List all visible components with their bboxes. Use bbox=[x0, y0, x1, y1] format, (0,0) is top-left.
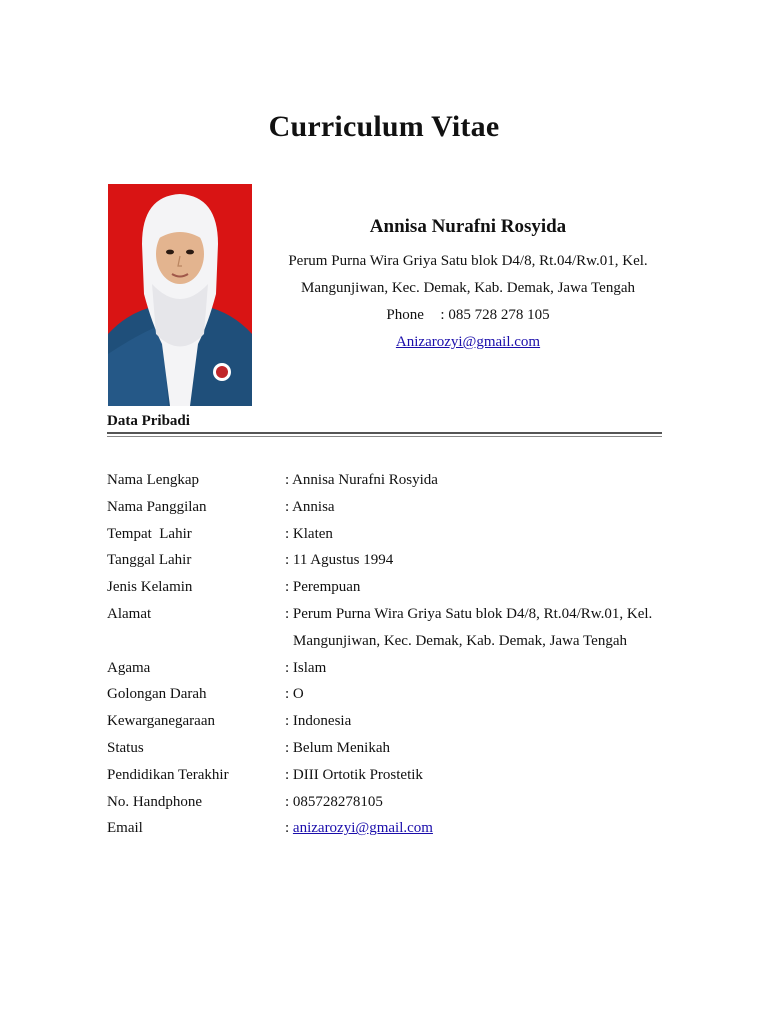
address-line-1: Perum Purna Wira Griya Satu blok D4/8, Rt.04/Rw.01, Kel. bbox=[288, 253, 648, 269]
detail-row bbox=[107, 547, 667, 574]
detail-label: Alamat bbox=[107, 605, 152, 622]
detail-value: : Islam bbox=[285, 659, 327, 676]
profile-photo bbox=[108, 184, 252, 406]
detail-row bbox=[107, 762, 667, 789]
detail-value: : Belum Menikah bbox=[285, 739, 390, 756]
address-line-2: Mangunjiwan, Kec. Demak, Kab. Demak, Jawa Tengah bbox=[301, 280, 635, 296]
detail-label: Nama Lengkap bbox=[107, 472, 200, 488]
section-divider-thin bbox=[107, 436, 662, 437]
address-value-line-2: Mangunjiwan, Kec. Demak, Kab. Demak, Jawa Tengah bbox=[293, 632, 627, 649]
detail-value: : Indonesia bbox=[285, 713, 352, 730]
detail-label: Agama bbox=[107, 659, 151, 676]
detail-value: : Perempuan bbox=[285, 579, 361, 596]
detail-row bbox=[107, 735, 667, 762]
detail-label: Golongan Darah bbox=[107, 686, 207, 703]
detail-label: Pendidikan Terakhir bbox=[107, 766, 229, 783]
detail-value: : 11 Agustus 1994 bbox=[285, 552, 394, 569]
section-divider bbox=[107, 432, 662, 434]
detail-value: : DIII Ortotik Prostetik bbox=[285, 766, 423, 783]
detail-label: Nama Panggilan bbox=[107, 498, 207, 515]
detail-label: Tempat Lahir bbox=[107, 525, 192, 542]
detail-label: No. Handphone bbox=[107, 793, 202, 810]
header-email-link[interactable]: Anizarozyi@gmail.com bbox=[395, 334, 541, 350]
detail-label: Kewarganegaraan bbox=[107, 713, 215, 730]
phone-label: Phone bbox=[386, 307, 424, 323]
detail-row bbox=[107, 601, 667, 655]
email-link[interactable]: anizarozyi@gmail.com bbox=[292, 820, 433, 837]
header-contact bbox=[272, 216, 664, 356]
section-title-data-pribadi: Data Pribadi bbox=[107, 413, 190, 429]
phone-line bbox=[272, 302, 664, 329]
detail-row bbox=[107, 521, 667, 548]
detail-row bbox=[107, 815, 667, 842]
personal-details-list bbox=[107, 467, 667, 842]
detail-row bbox=[107, 494, 667, 521]
detail-value: : Annisa Nurafni Rosyida bbox=[285, 472, 438, 488]
detail-row bbox=[107, 789, 667, 816]
detail-row bbox=[107, 655, 667, 682]
detail-value-email bbox=[285, 815, 667, 842]
detail-value: : 085728278105 bbox=[285, 793, 383, 810]
detail-label: Email bbox=[107, 820, 143, 837]
detail-label: Jenis Kelamin bbox=[107, 579, 193, 596]
address-value-line-1: : Perum Purna Wira Griya Satu blok D4/8, Rt.04/Rw.01, Kel. bbox=[285, 605, 653, 622]
applicant-name: Annisa Nurafni Rosyida bbox=[369, 216, 567, 237]
detail-row bbox=[107, 708, 667, 735]
email-prefix: : bbox=[285, 820, 293, 837]
detail-row bbox=[107, 574, 667, 601]
detail-label: Status bbox=[107, 739, 144, 756]
detail-label: Tanggal Lahir bbox=[107, 552, 192, 569]
detail-value-address bbox=[285, 601, 667, 655]
detail-row bbox=[107, 467, 667, 494]
detail-value: : Klaten bbox=[285, 525, 333, 542]
detail-value: : Annisa bbox=[285, 498, 335, 515]
phone-value: : 085 728 278 105 bbox=[440, 307, 550, 323]
detail-value: : O bbox=[285, 686, 304, 703]
document-title: Curriculum Vitae bbox=[268, 110, 500, 143]
detail-row bbox=[107, 681, 667, 708]
